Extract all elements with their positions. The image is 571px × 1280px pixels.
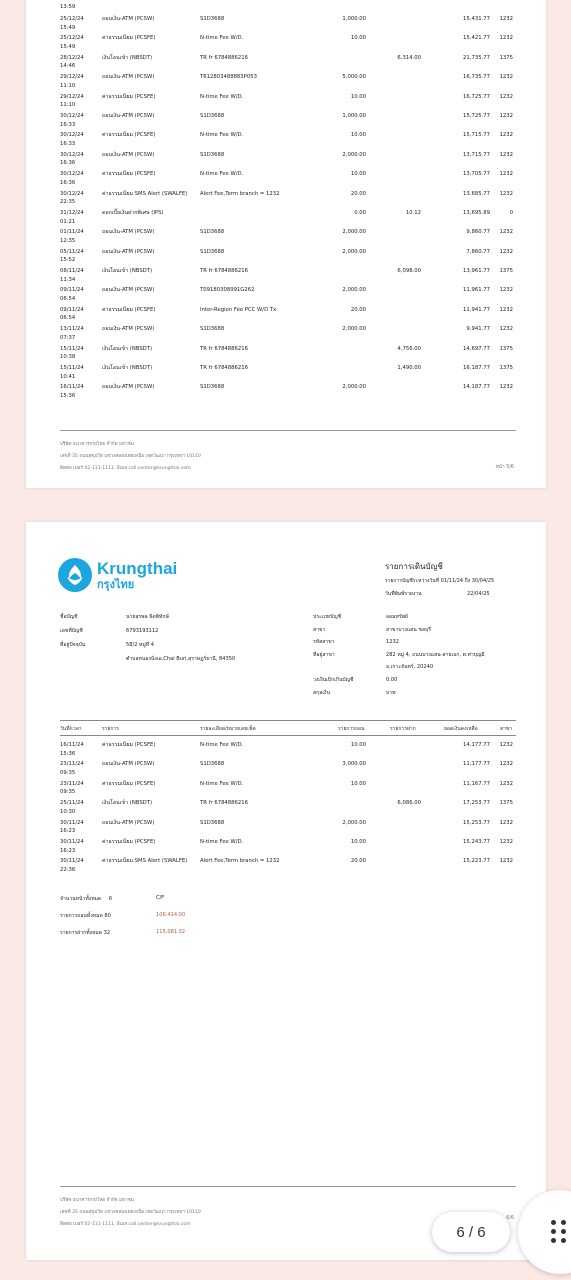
info-value: สาขาบางแสน ชลบุรี (386, 626, 431, 633)
row-description: TR fr 6784886216 (200, 800, 249, 807)
row-description: S1D3688 (200, 229, 225, 236)
row-withdraw: 10.00 (350, 93, 366, 100)
row-withdraw: 1,000.00 (342, 16, 366, 22)
grid-dots-icon (551, 1220, 567, 1244)
col-withdraw: รายการถอน (338, 726, 365, 732)
row-description: N-time Fee W/D. (200, 171, 244, 178)
row-branch: 1232 (499, 229, 513, 236)
row-description: S1D3688 (200, 384, 225, 391)
row-type: ค่าธรรมเนียม (PCSFE) (102, 93, 156, 100)
row-date: 23/11/24 (60, 761, 84, 768)
row-description: S1D3688 (200, 326, 225, 333)
row-balance: 13,685.77 (463, 190, 490, 197)
row-deposit: 10.12 (405, 209, 421, 216)
page-indicator-label: 6 / 6 (456, 1223, 486, 1241)
info-label: ประเภทบัญชี (313, 614, 342, 620)
row-withdraw: 10.00 (350, 838, 366, 845)
row-description: S1D3688 (200, 16, 225, 22)
row-type: ค่าธรรมเนียม (PCSFE) (102, 132, 156, 139)
row-description: S1D3688 (200, 151, 225, 158)
row-deposit: 6,314.00 (397, 54, 421, 61)
row-balance: 15,243.77 (463, 838, 490, 845)
row-time: 16:33 (60, 140, 76, 147)
row-balance: 16,725.77 (463, 93, 490, 100)
row-branch: 1232 (499, 742, 513, 748)
page-footer (60, 430, 516, 475)
info-value: บาท (386, 689, 396, 696)
info-label: ที่อยู่ปัจจุบัน (60, 642, 86, 648)
table-row (26, 171, 546, 190)
row-branch: 1375 (499, 345, 513, 352)
row-branch: 1232 (499, 819, 513, 826)
row-date: 08/11/24 (60, 268, 84, 275)
row-date: 30/11/24 (60, 838, 84, 845)
row-description: Alert Fee,Term branch = 1232 (200, 190, 280, 197)
row-date: 05/11/24 (60, 248, 84, 255)
row-date: 15/11/24 (60, 345, 84, 352)
row-date: 29/12/24 (60, 74, 84, 81)
table-row (26, 94, 546, 113)
row-withdraw: 10.00 (350, 171, 366, 178)
row-balance: 7,860.77 (466, 248, 490, 255)
row-balance: 9,860.77 (466, 229, 490, 236)
info-value: อ.เกาะจันทร์, 20240 (386, 664, 434, 671)
table-row (26, 307, 546, 326)
row-type: ถอนเงิน-ATM (PCSW) (102, 74, 155, 81)
row-type: ถอนเงิน-ATM (PCSW) (102, 151, 155, 158)
footer-company: บริษัท ธนาคารกรุงไทย จำกัด มหาชน (60, 442, 134, 447)
row-time: 11:10 (60, 102, 76, 109)
row-type: ถอนเงิน-ATM (PCSW) (102, 248, 155, 255)
table-row (26, 346, 546, 365)
row-type: ถอนเงิน-ATM (PCSW) (102, 384, 155, 391)
row-type: ค่าธรรมเนียม SMS Alert (SWALFE) (102, 190, 188, 197)
row-branch: 1232 (499, 190, 513, 197)
row-time: 09:35 (60, 769, 76, 776)
row-time: 16:23 (60, 828, 76, 835)
col-deposit: รายการฝาก (390, 726, 416, 732)
row-branch: 1232 (499, 112, 513, 119)
row-date: 30/12/24 (60, 132, 84, 139)
row-time: 10:38 (60, 354, 76, 361)
row-branch: 1232 (499, 74, 513, 81)
row-branch: 1232 (499, 780, 513, 787)
row-type: ค่าธรรมเนียม (PCSFE) (102, 35, 156, 42)
col-desc: รายละเอียด/หมายเลขเช็ค (200, 726, 256, 732)
row-branch: 1232 (499, 132, 513, 139)
table-row (26, 4, 546, 16)
row-balance: 11,177.77 (463, 761, 490, 768)
footer-contact: ติดต่อ เบอร์ 02-111-1111, อีเมล call.center@krungthai.com (60, 1222, 191, 1227)
info-value: 0.00 (386, 677, 398, 683)
statement-period: รายการบัญชีระหว่างวันที่ 01/11/24 ถึง 30/04/25 (385, 578, 495, 584)
row-date: 25/12/24 (60, 35, 84, 42)
logo-text-th: กรุงไทย (97, 577, 135, 591)
col-date: วันที่/เวลา (60, 726, 82, 732)
row-date: 30/12/24 (60, 112, 84, 119)
row-description: N-time Fee W/D. (200, 780, 244, 787)
row-type: ค่าธรรมเนียม (PCSFE) (102, 780, 156, 787)
row-balance: 21,735.77 (463, 54, 490, 61)
row-balance: 16,735.77 (463, 74, 490, 81)
row-balance: 11,961.77 (463, 287, 490, 294)
row-date: 01/11/24 (60, 229, 84, 236)
row-description: Alert Fee,Term branch = 1232 (200, 858, 280, 865)
col-type: รายการ (102, 726, 119, 732)
row-deposit: 6,086.00 (397, 800, 421, 807)
row-branch: 1232 (499, 761, 513, 768)
row-description: TR fr 6784886216 (200, 54, 249, 61)
logo-text-en: Krungthai (97, 558, 178, 578)
table-row (26, 152, 546, 171)
row-withdraw: 1,000.00 (342, 112, 366, 119)
row-time: 07:37 (60, 334, 76, 341)
table-row (26, 268, 546, 287)
row-branch: 1232 (499, 93, 513, 100)
row-balance: 13,961.77 (463, 268, 490, 275)
row-time: 16:33 (60, 121, 76, 128)
row-branch: 1375 (499, 365, 513, 372)
table-row (26, 249, 546, 268)
row-date: 25/11/24 (60, 800, 84, 807)
row-balance: 14,187.77 (463, 384, 490, 391)
row-date: 30/12/24 (60, 151, 84, 158)
row-balance: 13,715.77 (463, 151, 490, 158)
row-type: เงินโอนเข้า (NBSDT) (102, 54, 153, 61)
row-type: ถอนเงิน-ATM (PCSW) (102, 761, 155, 768)
row-balance: 15,421.77 (463, 35, 490, 42)
table-row (26, 113, 546, 132)
row-type: ค่าธรรมเนียม (PCSFE) (102, 306, 156, 313)
table-row (26, 287, 546, 306)
footer-address: เลขที่ 35 ถนนสุขุมวิท แขวงคลองเตยเหนือ เขตวัฒนา กรุงเทพฯ 10110 (60, 454, 201, 459)
row-date: 30/11/24 (60, 819, 84, 826)
table-row (26, 74, 546, 93)
row-type: เงินโอนเข้า (NBSDT) (102, 365, 153, 372)
row-time: 16:23 (60, 847, 76, 854)
row-branch: 0 (509, 209, 513, 216)
row-date: 29/12/24 (60, 93, 84, 100)
row-date: 09/11/24 (60, 287, 84, 294)
page-number: 6/6 (506, 1216, 514, 1221)
info-label: วงเงินเบิกเกินบัญชี (313, 677, 354, 683)
row-date: 16/11/24 (60, 742, 84, 748)
info-label: ชื่อบัญชี (60, 614, 78, 620)
row-date: 25/12/24 (60, 16, 84, 22)
row-date: 30/11/24 (60, 858, 84, 865)
row-date: 28/12/24 (60, 54, 84, 61)
row-time: 15:49 (60, 43, 76, 50)
row-time: 10:41 (60, 373, 76, 380)
row-balance: 14,177.77 (463, 742, 490, 748)
info-label: ที่อยู่สาขา (313, 651, 335, 658)
row-withdraw: 2,000.00 (342, 229, 366, 236)
row-date: 30/12/24 (60, 171, 84, 178)
row-deposit: 4,756.00 (397, 345, 421, 352)
footer-address: เลขที่ 35 ถนนสุขุมวิท แขวงคลองเตยเหนือ เขตวัฒนา กรุงเทพฯ 10110 (60, 1210, 201, 1215)
row-withdraw: 3,000.00 (342, 761, 366, 768)
table-row (26, 326, 546, 345)
info-value: ตำบลหนองนั่งเอ,Chai Buri,สุราษฎร์ธานี, 84350 (126, 656, 236, 662)
row-balance: 15,715.77 (463, 132, 490, 139)
row-branch: 1232 (499, 326, 513, 333)
row-deposit: 6,098.00 (397, 268, 421, 275)
row-date: 09/11/24 (60, 306, 84, 313)
table-header (60, 720, 516, 736)
row-date: 23/11/24 (60, 780, 84, 787)
row-time: 14:46 (60, 63, 76, 70)
table-row (26, 35, 546, 54)
info-label: รหัสสาขา (313, 639, 335, 646)
row-time: 01:21 (60, 218, 76, 225)
row-type: ค่าธรรมเนียม (PCSFE) (102, 742, 156, 748)
krungthai-logo (58, 558, 177, 592)
row-type: ถอนเงิน-ATM (PCSW) (102, 229, 155, 236)
row-time: 15:36 (60, 750, 76, 757)
row-withdraw: 2,000.00 (342, 326, 366, 333)
row-description: S1D3688 (200, 761, 225, 768)
row-balance: 14,697.77 (463, 345, 490, 352)
row-withdraw: 2,000.00 (342, 287, 366, 294)
row-time: 10:30 (60, 808, 76, 815)
row-description: S1D3688 (200, 248, 225, 255)
row-type: ถอนเงิน-ATM (PCSW) (102, 112, 155, 119)
row-withdraw: 20.00 (350, 858, 366, 865)
summary-deposit: รายการฝากทั้งหมด 32 115,081.32 (60, 929, 186, 936)
row-withdraw: 2,000.00 (342, 248, 366, 255)
row-balance: 9,941.77 (466, 326, 490, 333)
row-withdraw: 2,000.00 (342, 384, 366, 391)
page-number: หน้า 5/6 (495, 465, 514, 470)
statement-page-5 (26, 0, 546, 488)
row-type: ค่าธรรมเนียม (PCSFE) (102, 838, 156, 845)
row-type: ถอนเงิน-ATM (PCSW) (102, 287, 155, 294)
row-withdraw: 2,000.00 (342, 151, 366, 158)
row-type: ดอกเบี้ยเงินฝากพิเศษ (IPS) (102, 209, 164, 216)
footer-contact: ติดต่อ เบอร์ 02-111-1111, อีเมล call.center@krungthai.com (60, 466, 191, 471)
row-description: N-time Fee W/D. (200, 132, 244, 139)
row-type: ถอนเงิน-ATM (PCSW) (102, 326, 155, 333)
row-type: เงินโอนเข้า (NBSDT) (102, 345, 153, 352)
row-date: 30/12/24 (60, 190, 84, 197)
row-time: 15:52 (60, 257, 76, 264)
row-balance: 11,167.77 (463, 780, 490, 787)
row-withdraw: 2,000.00 (342, 819, 366, 826)
info-value: นายสุรพล ธิดพิทักษ์ (126, 614, 169, 620)
row-deposit: 1,490.00 (397, 365, 421, 372)
row-balance: 15,223.77 (463, 858, 490, 865)
row-branch: 1232 (499, 16, 513, 22)
row-description: N-time Fee W/D. (200, 93, 244, 100)
table-row (26, 742, 546, 761)
col-branch: สาขา (500, 726, 513, 732)
row-time: 22:35 (60, 199, 76, 206)
summary-count: จำนวนหน้าทั้งหมด 6 C/F (60, 895, 165, 902)
row-description: TR fr 6784886216 (200, 345, 249, 352)
page-indicator-button[interactable] (432, 1212, 510, 1252)
footer-company: บริษัท ธนาคารกรุงไทย จำกัด มหาชน (60, 1198, 134, 1203)
row-time: 09:35 (60, 789, 76, 796)
row-balance: 16,187.77 (463, 365, 490, 372)
row-branch: 1232 (499, 838, 513, 845)
statement-page-6 (26, 522, 546, 1260)
table-row (26, 839, 546, 858)
row-withdraw: 5,000.00 (342, 74, 366, 81)
row-time: 11:10 (60, 82, 76, 89)
info-value: 1232 (386, 639, 399, 646)
row-description: T612803488883P053 (200, 74, 257, 81)
row-time: 11:34 (60, 276, 76, 283)
row-description: N-time Fee W/D. (200, 838, 244, 845)
table-row (26, 191, 546, 210)
row-type: ค่าธรรมเนียม (PCSFE) (102, 171, 156, 178)
row-branch: 1232 (499, 858, 513, 865)
row-type: เงินโอนเข้า (NBSDT) (102, 800, 153, 807)
row-time: 15:49 (60, 24, 76, 31)
row-branch: 1375 (499, 800, 513, 807)
row-withdraw: 10.00 (350, 132, 366, 139)
row-type: ถอนเงิน-ATM (PCSW) (102, 819, 155, 826)
row-time: 06:54 (60, 296, 76, 303)
row-description: S1D3688 (200, 819, 225, 826)
table-row (26, 16, 546, 35)
info-label: สาขา (313, 626, 326, 633)
row-description: N-time Fee W/D. (200, 35, 244, 42)
row-time: 15:36 (60, 393, 76, 400)
summary-withdraw: รายการถอนทั้งหมด 80 106,414.00 (60, 912, 186, 919)
row-time: 16:36 (60, 160, 76, 167)
row-description: Inter-Region Fee PCC W/D Tx (200, 306, 277, 313)
table-row (26, 229, 546, 248)
info-label: เลขที่บัญชี (60, 628, 83, 634)
row-date: 13/11/24 (60, 326, 84, 333)
row-date: 31/12/24 (60, 209, 84, 216)
table-row (26, 781, 546, 800)
info-label: สกุลเงิน (313, 689, 331, 696)
info-value: 6793193112 (126, 628, 159, 634)
row-branch: 1232 (499, 171, 513, 178)
row-time: 22:36 (60, 866, 76, 873)
row-branch: 1232 (499, 151, 513, 158)
col-balance: ยอดเงินคงเหลือ (444, 726, 478, 732)
row-branch: 1232 (499, 306, 513, 313)
row-balance: 13,705.77 (463, 171, 490, 178)
statement-title: รายการเดินบัญชี (385, 562, 443, 571)
row-branch: 1232 (499, 384, 513, 391)
row-description: T09180308991G262 (200, 287, 255, 294)
info-value: 282 หมู่ 4, ถนนบางแสน-สายเอก, ต.ท่าบุญมี (386, 651, 485, 658)
row-time: 16:36 (60, 179, 76, 186)
row-time: 12:35 (60, 237, 76, 244)
row-description: N-time Fee W/D. (200, 742, 244, 748)
row-type: ค่าธรรมเนียม SMS Alert (SWALFE) (102, 858, 188, 865)
row-branch: 1232 (499, 35, 513, 42)
table-row (26, 858, 546, 877)
table-row (26, 365, 546, 384)
table-row (26, 820, 546, 839)
row-branch: 1375 (499, 268, 513, 275)
row-date: 15/11/24 (60, 365, 84, 372)
table-row (26, 132, 546, 151)
row-balance: 15,253.77 (463, 819, 490, 826)
row-withdraw: 20.00 (350, 306, 366, 313)
row-branch: 1232 (499, 248, 513, 255)
row-withdraw: 10.00 (350, 742, 366, 748)
row-balance: 11,941.77 (463, 306, 490, 313)
row-time: 06:54 (60, 315, 76, 322)
row-description: S1D3688 (200, 112, 225, 119)
row-withdraw: 0.00 (354, 209, 366, 216)
printed-date: วันที่พิมพ์รายงาน 22/04/25 (385, 591, 490, 597)
row-time: 13:59 (60, 4, 76, 10)
row-balance: 17,253.77 (463, 800, 490, 807)
table-row (26, 384, 546, 403)
row-description: TR fr 6784886216 (200, 268, 249, 275)
table-row (26, 761, 546, 780)
row-withdraw: 20.00 (350, 190, 366, 197)
row-balance: 15,431.77 (463, 16, 490, 22)
table-row (26, 210, 546, 229)
info-value: ออมทรัพย์ (386, 614, 408, 620)
row-description: TR fr 6784886216 (200, 365, 249, 372)
row-withdraw: 10.00 (350, 35, 366, 42)
transaction-list (26, 742, 546, 878)
row-balance: 13,695.89 (463, 209, 490, 216)
row-branch: 1232 (499, 287, 513, 294)
row-branch: 1375 (499, 54, 513, 61)
row-withdraw: 10.00 (350, 780, 366, 787)
table-row (26, 55, 546, 74)
row-type: ถอนเงิน-ATM (PCSW) (102, 16, 155, 22)
transaction-list (26, 4, 546, 404)
row-date: 16/11/24 (60, 384, 84, 391)
row-type: เงินโอนเข้า (NBSDT) (102, 268, 153, 275)
info-value: 58/2 หมู่ที่ 4 (126, 642, 154, 648)
row-balance: 15,725.77 (463, 112, 490, 119)
table-row (26, 800, 546, 819)
bird-logo-icon (58, 558, 92, 592)
